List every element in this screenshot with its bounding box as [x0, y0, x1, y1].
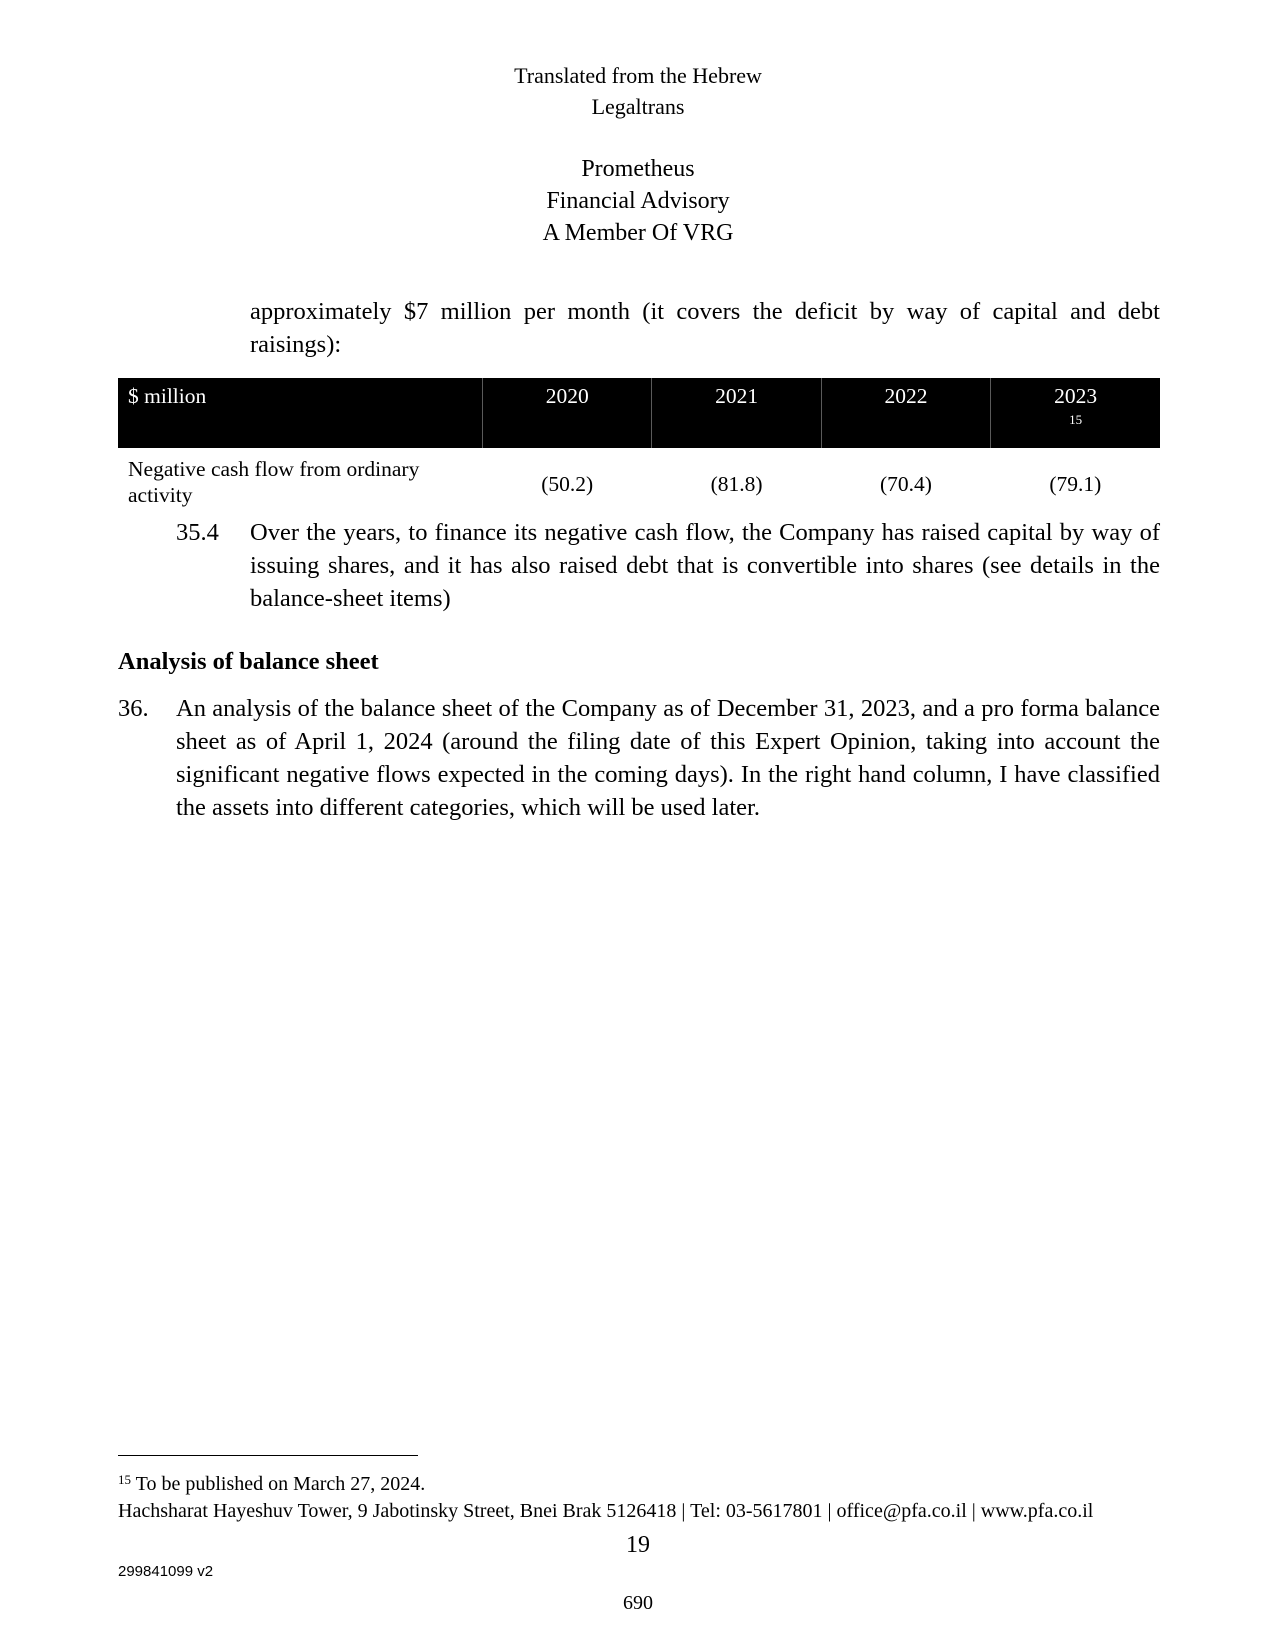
paragraph-number-36: 36. — [118, 695, 149, 722]
intro-paragraph: approximately $7 million per month (it covers the deficit by way of capital and debt raisings): — [250, 298, 1160, 358]
table-header-row — [118, 378, 1160, 448]
footnote-number: 15 — [118, 1472, 131, 1487]
page-number: 19 — [626, 1532, 650, 1558]
firm-membership: A Member Of VRG — [542, 220, 734, 246]
table-cell-value: (79.1) — [1049, 471, 1102, 496]
translation-note: Translated from the Hebrew — [514, 63, 762, 88]
section-heading: Analysis of balance sheet — [118, 648, 379, 675]
footnote-text: To be published on March 27, 2024. — [135, 1473, 426, 1495]
firm-name: Prometheus — [581, 156, 695, 182]
footnote-reference[interactable]: 15 — [1069, 412, 1083, 427]
table-header-year: 2021 — [652, 378, 821, 448]
bates-number: 690 — [623, 1592, 653, 1614]
table-header-year: 2022 — [821, 378, 990, 448]
firm-subtitle: Financial Advisory — [546, 188, 730, 214]
paragraph-35-4: Over the years, to finance its negative cash flow, the Company has raised capital by way of issuing shares, and it has also raised debt that is convertible into shares (see details in the balance-sheet items) — [250, 519, 1160, 612]
document-id: 299841099 v2 — [118, 1563, 214, 1580]
translator-name: Legaltrans — [591, 94, 685, 119]
paragraph-number-35-4: 35.4 — [176, 519, 219, 546]
table-row — [118, 448, 1160, 512]
cash-flow-table — [118, 378, 1160, 512]
table-header-year-2023 — [991, 378, 1160, 448]
table-cell-value: (81.8) — [710, 471, 763, 496]
year-label: 2023 — [1054, 384, 1098, 408]
table-header-year: 2020 — [483, 378, 652, 448]
footnote — [118, 1466, 425, 1498]
paragraph-36: An analysis of the balance sheet of the Company as of December 31, 2023, and a pro forma balance sheet as of April 1, 2024 (around the filing date of this Expert Opinion, taking into account the significant negative flows expected in the coming days). In the right hand column, I have classified the assets into different categories, which will be used later. — [176, 695, 1160, 821]
table-header-unit: $ million — [118, 378, 483, 448]
table-cell-value: (70.4) — [879, 471, 932, 496]
row-label: Negative cash flow from ordinary activity — [128, 457, 420, 507]
footnote-separator — [118, 1455, 418, 1456]
footer-address: Hachsharat Hayeshuv Tower, 9 Jabotinsky Street, Bnei Brak 5126418 | Tel: 03-5617801 | office@pfa.co.il | www.pfa.co.il — [118, 1500, 1094, 1522]
table-cell-value: (50.2) — [541, 471, 594, 496]
